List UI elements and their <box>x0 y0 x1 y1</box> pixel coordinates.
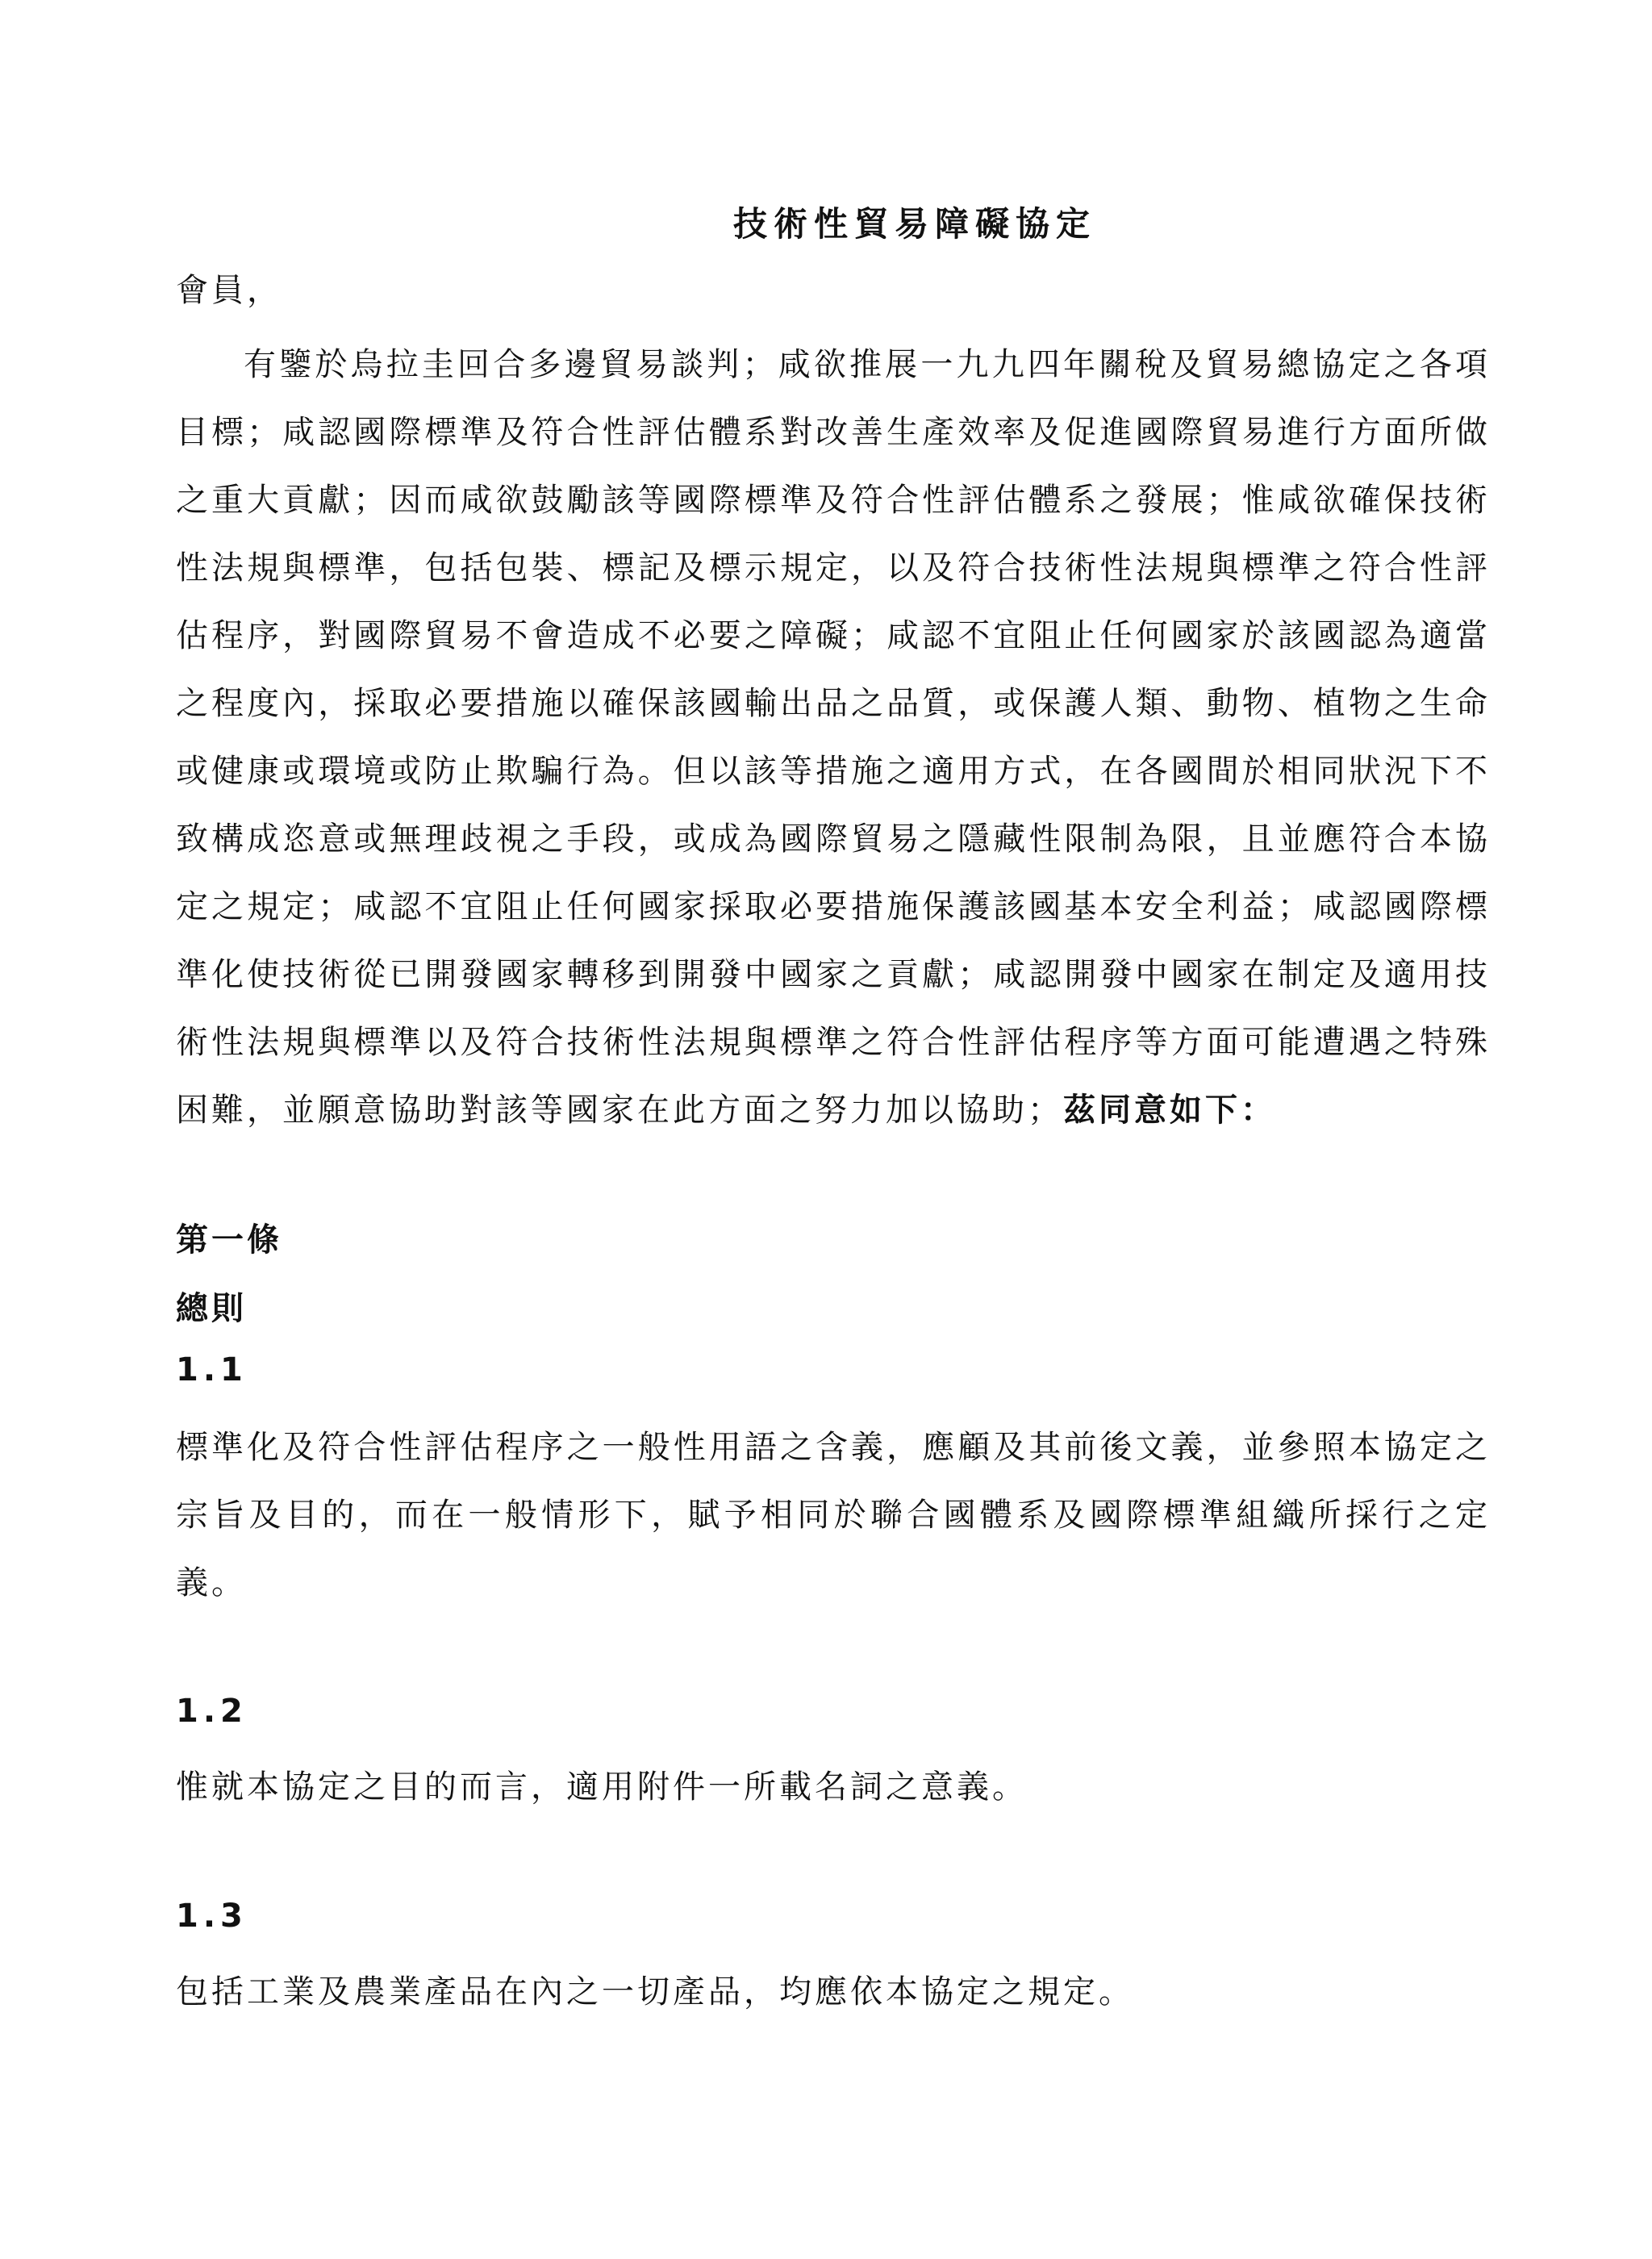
article-title: 總則 <box>176 1290 247 1327</box>
document-title: 技術性貿易障礙協定 <box>732 204 1096 244</box>
preamble-paragraph <box>176 331 1491 1144</box>
section-number-1-1: 1.1 <box>176 1351 248 1388</box>
article-number: 第一條 <box>176 1221 282 1259</box>
section-text-1-2: 惟就本協定之目的而言，適用附件一所載名詞之意義。 <box>176 1768 1028 1806</box>
section-number-1-2: 1.2 <box>176 1693 248 1730</box>
preamble-closing: 茲同意如下： <box>1063 1092 1276 1129</box>
preamble-text: 有鑒於烏拉圭回合多邊貿易談判；咸欲推展一九九四年關稅及貿易總協定之各項目標；咸認國際標準及符合性評估體系對改善生產效率及促進國際貿易進行方面所做之重大貢獻；因而咸欲鼓勵該等國際標準及符合性評估體系之發展；惟咸欲確保技術性法規與標準，包括包裝、標記及標示規定，以及符合技術性法規與標準之符合性評估程序，對國際貿易不會造成不必要之障礙；咸認不宜阻止任何國家於該國認為適當之程度內，採取必要措施以確保該國輸出品之品質，或保護人類、動物、植物之生命或健康或環境或防止欺騙行為。但以該等措施之適用方式，在各國間於相同狀況下不致構成恣意或無理歧視之手段，或成為國際貿易之隱藏性限制為限，且並應符合本協定之規定；咸認不宜阻止任何國家採取必要措施保護該國基本安全利益；咸認國際標準化使技術從已開發國家轉移到開發中國家之貢獻；咸認開發中國家在制定及適用技術性法規與標準以及符合技術性法規與標準之符合性評估程序等方面可能遭遇之特殊困難，並願意協助對該等國家在此方面之努力加以協助； <box>176 346 1491 1129</box>
section-number-1-3: 1.3 <box>176 1898 248 1935</box>
section-text-1-1: 標準化及符合性評估程序之一般性用語之含義，應顧及其前後文義，並參照本協定之宗旨及目的，而在一般情形下，賦予相同於聯合國體系及國際標準組織所採行之定義。 <box>176 1429 1491 1601</box>
section-text-1-3: 包括工業及農業產品在內之一切產品，均應依本協定之規定。 <box>176 1973 1134 2011</box>
addressee: 會員， <box>176 272 282 309</box>
